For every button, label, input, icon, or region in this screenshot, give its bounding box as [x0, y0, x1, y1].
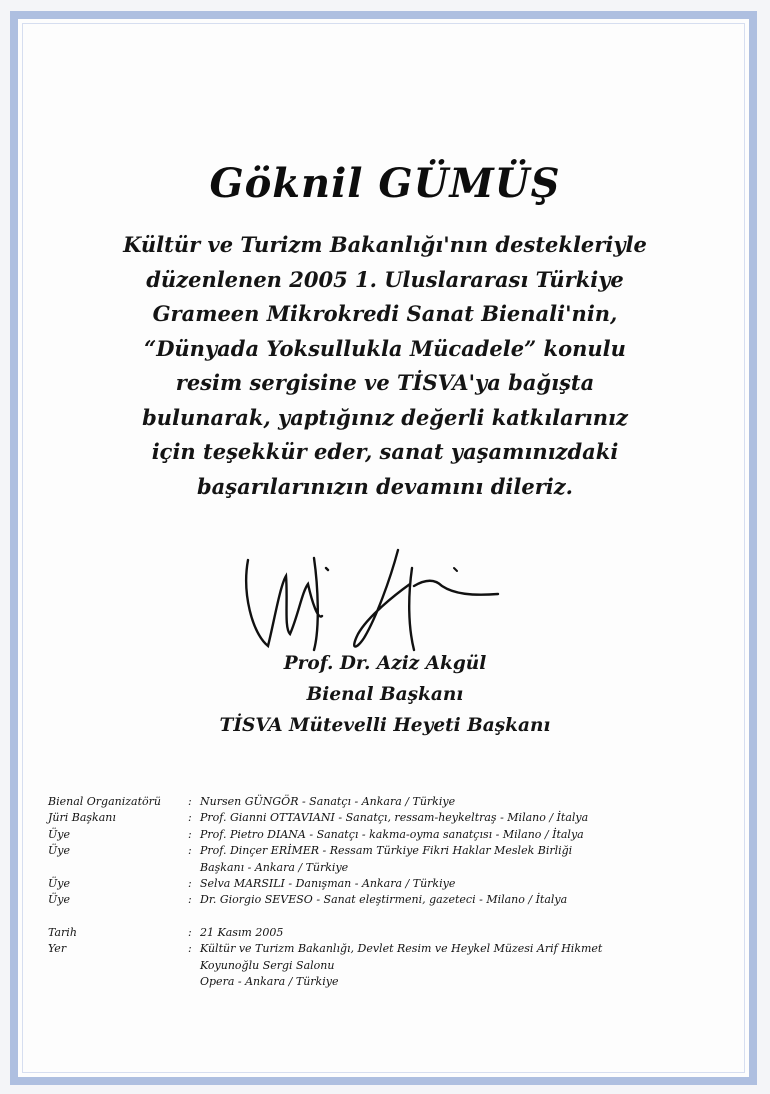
colon: :	[188, 827, 192, 841]
committee-row	[48, 810, 738, 826]
committee-row	[48, 827, 738, 843]
body-line: başarılarınızın devamını dileriz.	[196, 473, 573, 499]
body-line: “Dünyada Yoksullukla Mücadele” konulu	[144, 335, 626, 361]
recipient-name: Göknil GÜMÜŞ	[209, 160, 561, 207]
body-line: bulunarak, yaptığınız değerli katkılarınız	[142, 404, 628, 430]
venue-line: Kültür ve Turizm Bakanlığı, Devlet Resim ve Heykel Müzesi Arif Hikmet	[200, 942, 603, 956]
venue-line: Koyunoğlu Sergi Salonu	[200, 958, 335, 972]
colon: :	[188, 877, 192, 891]
committee-role: Bienal Organizatörü	[48, 795, 161, 808]
body-line: Grameen Mikrokredi Sanat Bienali'nin,	[152, 301, 618, 326]
body-line: için teşekkür eder, sanat yaşamınızdaki	[151, 439, 619, 464]
committee-row	[48, 892, 738, 908]
committee-detail: Selva MARSILI - Danışman - Ankara / Türkiye	[200, 877, 456, 891]
signer-block	[0, 648, 770, 741]
committee-row	[48, 794, 738, 810]
signer-org: TİSVA Mütevelli Heyeti Başkanı	[219, 715, 551, 736]
committee-detail: Nursen GÜNGÖR - Sanatçı - Ankara / Türkiye	[200, 795, 456, 808]
colon: :	[188, 811, 192, 825]
committee-detail: Prof. Dinçer ERİMER - Ressam Türkiye Fikri Haklar Meslek Birliği	[200, 844, 573, 858]
colon: :	[188, 795, 192, 808]
body-line: düzenlenen 2005 1. Uluslararası Türkiye	[146, 266, 624, 292]
colon: :	[188, 893, 192, 907]
committee-role: Üye	[48, 827, 70, 841]
body-line: resim sergisine ve TİSVA'ya bağışta	[175, 370, 595, 395]
committee-detail: Dr. Giorgio SEVESO - Sanat eleştirmeni, gazeteci - Milano / İtalya	[200, 893, 568, 907]
signer-title: Bienal Başkanı	[306, 684, 464, 705]
colon: :	[188, 925, 192, 939]
date-row	[48, 925, 738, 941]
colon: :	[188, 844, 192, 858]
committee-role: Üye	[48, 844, 70, 858]
body-line: Kültür ve Turizm Bakanlığı'nın destekleriyle	[123, 232, 647, 257]
committee-role: Üye	[48, 877, 70, 891]
committee-row	[48, 876, 738, 892]
date-label: Tarih	[48, 925, 77, 939]
committee-detail-continued: Başkanı - Ankara / Türkiye	[200, 860, 349, 874]
signer-name: Prof. Dr. Aziz Akgül	[283, 653, 487, 674]
committee-list	[48, 794, 738, 990]
committee-row	[48, 843, 738, 859]
committee-detail: Prof. Pietro DIANA - Sanatçı - kakma-oyma sanatçısı - Milano / İtalya	[200, 827, 584, 841]
date-value: 21 Kasım 2005	[200, 925, 284, 939]
colon: :	[188, 942, 192, 956]
committee-role: Üye	[48, 893, 70, 907]
certificate-body	[60, 228, 710, 504]
committee-detail: Prof. Gianni OTTAVIANI - Sanatçı, ressam-heykeltraş - Milano / İtalya	[200, 811, 589, 825]
venue-row	[48, 941, 738, 957]
venue-label: Yer	[48, 942, 67, 956]
handwritten-signature	[228, 538, 528, 663]
committee-role: Jüri Başkanı	[48, 811, 116, 825]
spacer	[48, 909, 738, 925]
venue-line: Opera - Ankara / Türkiye	[200, 975, 339, 989]
